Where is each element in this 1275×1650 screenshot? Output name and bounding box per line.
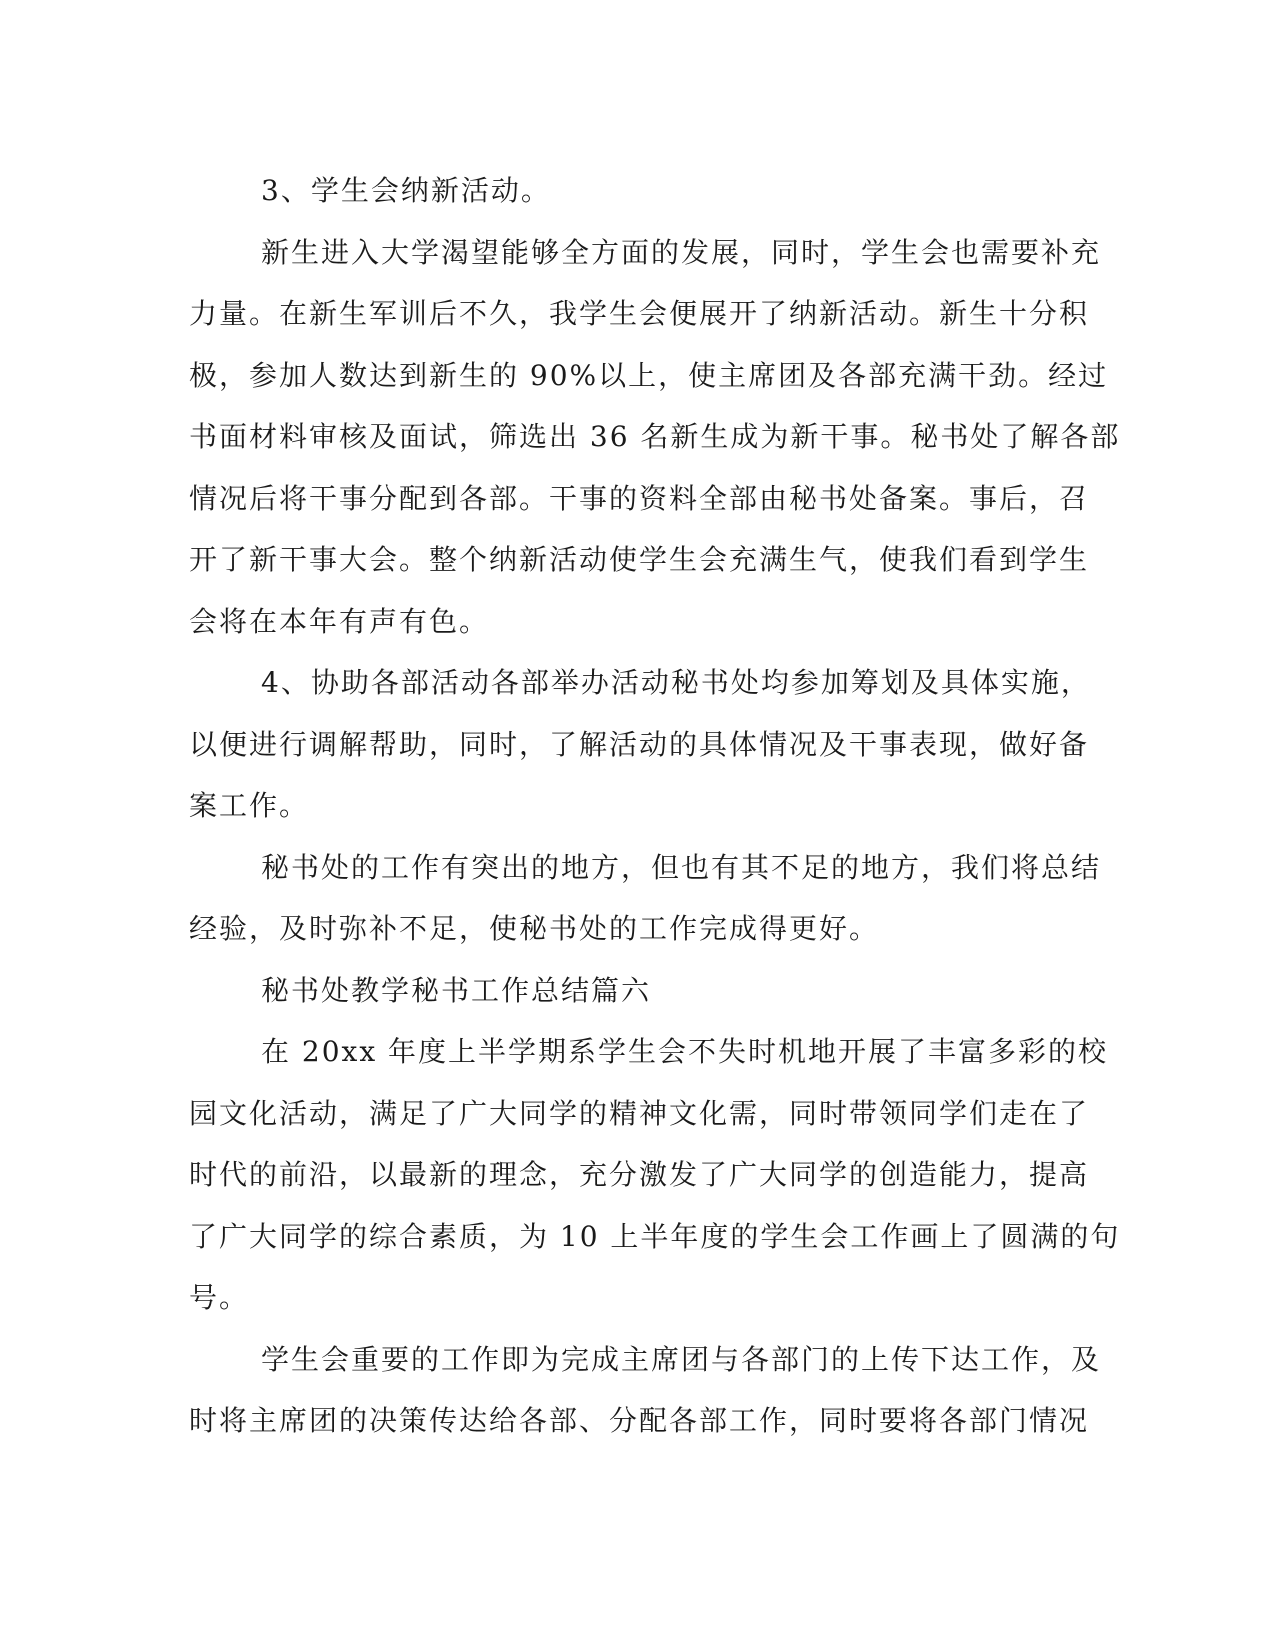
text-line: 4、协助各部活动各部举办活动秘书处均参加筹划及具体实施， bbox=[261, 666, 1091, 699]
text-line: 情况后将干事分配到各部。干事的资料全部由秘书处备案。事后，召 bbox=[189, 481, 1090, 515]
text-line: 书面材料审核及面试，筛选出 36 名新生成为新干事。秘书处了解各部 bbox=[189, 420, 1121, 453]
text-line: 极，参加人数达到新生的 90%以上，使主席团及各部充满干劲。经过 bbox=[189, 358, 1109, 392]
text-line: 力量。在新生军训后不久，我学生会便展开了纳新活动。新生十分积 bbox=[189, 297, 1090, 330]
text-line: 经验，及时弥补不足，使秘书处的工作完成得更好。 bbox=[189, 912, 880, 945]
text-line: 新生进入大学渴望能够全方面的发展，同时，学生会也需要补充 bbox=[261, 235, 1102, 269]
text-line: 会将在本年有声有色。 bbox=[189, 604, 490, 638]
section-heading: 秘书处教学秘书工作总结篇六 bbox=[261, 973, 652, 1007]
text-line: 号。 bbox=[189, 1281, 250, 1314]
text-line: 以便进行调解帮助，同时，了解活动的具体情况及干事表现，做好备 bbox=[189, 727, 1090, 761]
text-line: 时将主席团的决策传达给各部、分配各部工作，同时要将各部门情况 bbox=[189, 1404, 1090, 1437]
text-line: 在 20xx 年度上半学期系学生会不失时机地开展了丰富多彩的校 bbox=[261, 1035, 1109, 1068]
document-body bbox=[189, 160, 1121, 1452]
text-line: 了广大同学的综合素质，为 10 上半年度的学生会工作画上了圆满的句 bbox=[189, 1219, 1121, 1253]
text-line: 案工作。 bbox=[189, 789, 310, 822]
text-line: 开了新干事大会。整个纳新活动使学生会充满生气，使我们看到学生 bbox=[189, 543, 1090, 576]
text-line: 秘书处的工作有突出的地方，但也有其不足的地方，我们将总结 bbox=[261, 850, 1102, 884]
text-line: 学生会重要的工作即为完成主席团与各部门的上传下达工作，及 bbox=[261, 1342, 1102, 1376]
text-line: 3、学生会纳新活动。 bbox=[261, 174, 551, 207]
text-line: 园文化活动，满足了广大同学的精神文化需，同时带领同学们走在了 bbox=[189, 1096, 1090, 1130]
text-line: 时代的前沿，以最新的理念，充分激发了广大同学的创造能力，提高 bbox=[189, 1158, 1090, 1191]
